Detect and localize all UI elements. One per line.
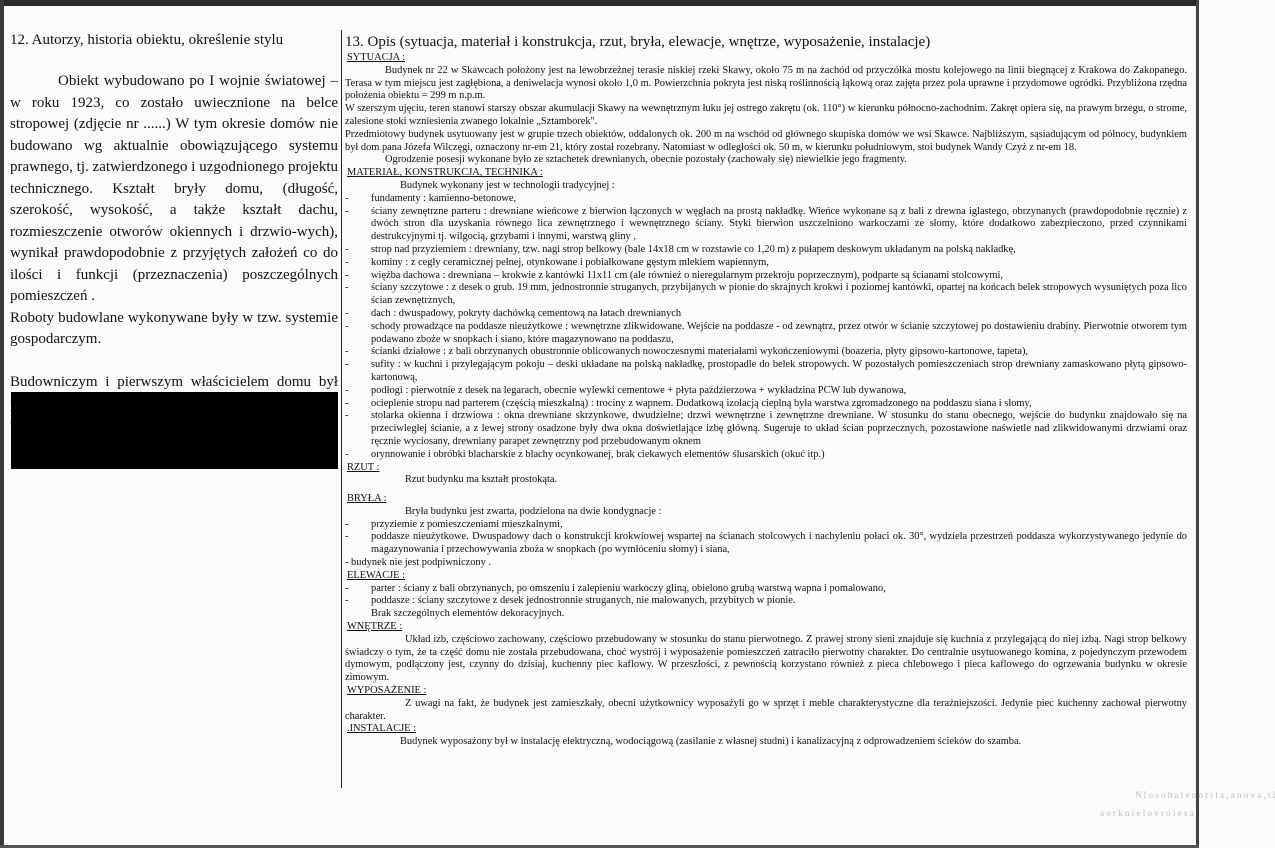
- bleed-through-text-2: a o r k n i e l o v r o i e s a: [1100, 808, 1194, 818]
- material-item-text: podłogi : pierwotnie z desek na legarach, obecnie wylewki cementowe + płyta paździerzowa + wykładzina PCW lub dywanowa,: [371, 384, 907, 396]
- bryla-item-text: poddasze nieużytkowe. Dwuspadowy dach o konstrukcji krokwiowej wspartej na ścianach stolcowych i nachyleniu połaci ok. 30°, wydziela przestrzeń poddasza wykorzystywanego jedynie do magazynowania i przechowywania zboża w snopkach (po wymłóceniu słomy) i siana,: [371, 531, 1187, 556]
- elewacje-item-text: parter : ściany z bali obrzynanych, po omszeniu i zalepieniu warkoczy gliną, obielono grubą warstwą wapna i pomalowano,: [371, 582, 886, 594]
- list-item: [345, 321, 1187, 347]
- list-item: [345, 282, 1187, 308]
- list-item: [345, 519, 1187, 532]
- list-dash: -: [345, 205, 349, 217]
- list-dash: -: [345, 448, 349, 460]
- history-paragraph-2: Roboty budowlane wykonywane były w tzw. systemie gospodarczym.: [10, 309, 338, 347]
- list-dash: -: [345, 307, 349, 319]
- list-dash: -: [345, 582, 349, 594]
- list-dash: -: [345, 282, 349, 294]
- list-dash: -: [345, 410, 349, 422]
- history-paragraph-1: Obiekt wybudowano po I wojnie światowej – w roku 1923, co zostało uwiecznione na belce stropowej (zdjęcie nr ......) W tym okresie domów nie budowano wg aktualnie obowiązującego systemu prawnego, tj. zatwierdzonego i uzgodnionego projektu technicznego. Kształt bryły domu, (długość, szerokość, wysokość, a także kształt dachu, rozmieszczenie otworów okiennych i drzwio-wych), wynikał prawdopodobnie z przyjętych założeń co do ilości i funkcji (przeznaczenia) poszczególnych pomieszczeń .: [10, 73, 338, 304]
- left-heading: 12. Autorzy, historia obiektu, określenie stylu: [10, 32, 284, 48]
- section-heading-wyposazenie: WYPOSAŻENIE :: [347, 685, 427, 697]
- list-dash: -: [345, 531, 349, 543]
- scan-border-top: [0, 0, 1199, 6]
- material-intro: Budynek wykonany jest w technologii tradycyjnej :: [400, 179, 615, 191]
- material-item-text: orynnowanie i obróbki blacharskie z blachy ocynkowanej, brak ciekawych elementów ślusarskich (okuć itp.): [371, 448, 825, 460]
- material-item-text: ściany szczytowe : z desek o grub. 19 mm, jednostronnie struganych, przybijanych w pionie do skrajnych krokwi i poziomej kantówki, opartej na końcach belek stropowych wysuniętych poza lico ścian zewnętrznych,: [371, 282, 1187, 307]
- history-paragraph-3: Budowniczym i pierwszym właścicielem domu był: [10, 374, 338, 390]
- list-dash: -: [345, 346, 349, 358]
- bryla-intro: Bryła budynku jest zwarta, podzielona na dwie kondygnacje :: [405, 505, 662, 517]
- list-item: [345, 193, 1187, 206]
- sytuacja-paragraph-3: Przedmiotowy budynek usytuowany jest w grupie trzech obiektów, oddalonych ok. 200 m na wschód od głównego skupiska domów we wsi Skawce. Najbliższym, sąsiadującym od północy, budynkiem był dom pana Józefa Wilczęgi, oznaczony nr-em 21, który został rozebrany. Natomiast w odległości ok. 50 m, w kierunku południowym, stoi budynek Wandy Czyż z nr-em 18.: [345, 128, 1187, 153]
- right-heading: 13. Opis (sytuacja, materiał i konstrukcja, rzut, bryła, elewacje, wnętrze, wyposażenie, instalacje): [345, 34, 931, 50]
- material-item-text: schody prowadzące na poddasze nieużytkowe : wewnętrzne zlikwidowane. Wejście na poddasze - od zewnątrz, przez otwór w ścianie szczytowej po dostawieniu drabiny. Pierwotnie otworem tym podawano zboże w snopkach i siano, które magazynowano na poddaszu,: [371, 320, 1187, 345]
- list-item: [345, 244, 1187, 257]
- list-dash: -: [345, 595, 349, 607]
- list-item: [345, 257, 1187, 270]
- list-dash: -: [345, 269, 349, 281]
- list-dash: -: [345, 359, 349, 371]
- left-column: [10, 32, 338, 437]
- list-item: [345, 398, 1187, 411]
- instalacje-paragraph: Budynek wyposażony był w instalację elektryczną, wodociągową (zasilanie z własnej studni) i kanalizacyjną z odprowadzeniem ścieków do szamba.: [400, 736, 1022, 748]
- list-item: [345, 308, 1187, 321]
- list-dash: -: [345, 243, 349, 255]
- material-item-text: stolarka okienna i drzwiowa : okna drewniane skrzynkowe, dwudzielne; drzwi wewnętrzne i zewnętrzne drewniane. W stosunku do stanu obecnego, wejście do budynku znajdowało się na przeciwległej ścianie, a z lewej strony osadzone były dwa okna doświetlające izbę główną. Sugeruje to układ ścian poprzecznych, pozostawione naświetle nad zlikwidowanymi drzwiami oraz ręcznie wyciosany, drewniany parapet zewnętrzny pod przebudowanym oknem: [371, 410, 1187, 447]
- section-heading-sytuacja: SYTUACJA :: [347, 52, 406, 63]
- list-item: [345, 531, 1187, 557]
- section-heading-bryla: BRYŁA :: [347, 493, 387, 505]
- scan-border-left: [0, 0, 4, 848]
- material-item-text: ścianki działowe : z bali obrzynanych obustronnie oblicowanych nowoczesnymi materiałami wykończeniowymi (boazeria, płyty gipsowo-kartonowe, tapeta),: [371, 346, 1028, 358]
- list-item: [345, 595, 1187, 608]
- right-column: [345, 34, 1187, 749]
- list-dash: -: [345, 518, 349, 530]
- section-heading-rzut: RZUT :: [347, 461, 380, 473]
- list-dash: -: [345, 397, 349, 409]
- list-dash: -: [345, 256, 349, 268]
- list-item: [345, 449, 1187, 462]
- material-item-text: strop nad przyziemiem : drewniany, tzw. nagi strop belkowy (bale 14x18 cm w rozstawie co 1,20 m) z pułapem deskowym układanym na polską nakładkę,: [371, 243, 1016, 255]
- list-dash: -: [345, 320, 349, 332]
- list-item: [345, 346, 1187, 359]
- bryla-last-item: - budynek nie jest podpiwniczony .: [345, 557, 492, 569]
- material-item-text: ściany zewnętrzne parteru : drewniane wieńcowe z bierwion łączonych w węgłach na prostą nakładkę. Wieńce wykonane są z bali z drewna iglastego, obrzynanych (prawdopodobnie ręcznie) z dwóch stron dla uzyskania równego lica zewnętrznego i wewnętrznego ściany. Styki bierwion uszczelniono warkoczami ze słomy, które dodatkowo zabezpieczono, przed czynnikami destrukcyjnymi tj. wilgocią, grzybami i innymi, warstwą gliny ,: [371, 205, 1187, 243]
- scan-border-right: [1196, 0, 1199, 848]
- list-item: [345, 270, 1187, 283]
- sytuacja-paragraph-2: W szerszym ujęciu, teren stanowi starszy obszar akumulacji Skawy na wewnętrznym łuku jej ostrego zakrętu (ok. 110°) w kierunku północno-zachodnim. Zakręt opiera się, na prawym brzegu, o strome, zalesione stoki wzniesienia zwanego lokalnie „Sztamborek".: [345, 103, 1187, 127]
- material-item-text: dach : dwuspadowy, pokryty dachówką cementową na łatach drewnianych: [371, 307, 682, 319]
- list-item: [345, 206, 1187, 244]
- material-item-text: kominy : z cegły ceramicznej pełnej, otynkowane i pobiałkowane gęstym mlekiem wapiennym,: [371, 256, 769, 268]
- bryla-item-text: przyziemie z pomieszczeniami mieszkalnymi,: [371, 518, 563, 530]
- section-heading-wnetrze: WNĘTRZE :: [347, 621, 403, 633]
- material-item-text: więźba dachowa : drewniana – krokwie z kantówki 11x11 cm (ale również o nieregularnym przekroju poprzecznym), podparte są ścianami stolcowymi,: [371, 269, 1003, 281]
- material-item-text: ocieplenie stropu nad parterem (częścią mieszkalną) : trociny z wapnem. Dodatkową izolacją cieplną była warstwa zgromadzonego na poddaszu siana i słomy,: [371, 397, 1032, 409]
- sytuacja-paragraph-1: Budynek nr 22 w Skawcach położony jest na lewobrzeżnej terasie niskiej rzeki Skawy, około 75 m na zachód od przyczółka mostu kolejowego na linii biegnącej z Krakowa do Zakopanego. Terasa w tym miejscu jest zagłębiona, a deniwelacja wynosi około 1,0 m. Powierzchnia pokryta jest niską roślinnością łąkową oraz zajęta przez pola uprawne i przydomowe ogródki. Przybliżona rzędna położenia obiektu = 299 m n.p.m.: [345, 64, 1187, 102]
- section-heading-material: MATERIAŁ, KONSTRUKCJA, TECHNIKA :: [347, 167, 543, 179]
- section-heading-instalacje: .INSTALACJE :: [347, 723, 417, 735]
- bleed-through-text-1: N l o s o b a l e n o r i l a , a n o v a , t l: [1135, 790, 1275, 800]
- elewacje-item-text: poddasze : ściany szczytowe z desek jednostronnie struganych, nie malowanych, przybitych w pionie.: [371, 595, 796, 607]
- elewacje-note: Brak szczególnych elementów dekoracyjnych.: [371, 608, 565, 620]
- list-item: [345, 410, 1187, 448]
- wnetrze-paragraph: Układ izb, częściowo zachowany, częściowo przebudowany w stosunku do stanu pierwotnego. Z prawej strony sieni znajduje się kuchnia z przylegającą do niej izbą. Nagi strop belkowy świadczy o tym, że ta część domu nie została przebudowana, choć wystrój i wyposażenie pomieszczeń zatraciło pierwotny charakter. Do centralnie usytuowanego komina, z pojedynczym przewodem dymowym, podłączony jest, czynny do dzisiaj, kuchenny piec kaflowy. W przeszłości, z pewnością korzystano również z pieca chlebowego i pieca kaflowego do ogrzewania budynku w okresie zimowym.: [345, 633, 1187, 684]
- list-dash: -: [345, 192, 349, 204]
- material-item-text: sufity : w kuchni i przylegającym pokoju – deski układane na polską nakładkę, prostopadle do belek stropowych. W pozostałych pomieszczeniach strop drewniany zamaskowano płytą gipsowo-kartonową,: [371, 359, 1187, 383]
- list-item: [345, 583, 1187, 596]
- list-item: [345, 385, 1187, 398]
- wyposazenie-paragraph: Z uwagi na fakt, że budynek jest zamieszkały, obecni użytkownicy wyposażyli go w sprzęt i meble charakterystyczne dla teraźniejszości. Jedynie piec kuchenny zachował pierwotny charakter.: [345, 697, 1187, 722]
- redacted-block: [11, 392, 338, 469]
- list-item: [345, 359, 1187, 385]
- sytuacja-paragraph-4: Ogrodzenie posesji wykonane było ze sztachetek drewnianych, obecnie pozostały (zachowały się) niewielkie jego fragmenty.: [385, 154, 907, 166]
- column-divider: [341, 30, 342, 788]
- section-heading-elewacje: ELEWACJE :: [347, 569, 406, 581]
- rzut-paragraph: Rzut budynku ma kształt prostokąta.: [405, 474, 558, 486]
- material-item-text: fundamenty : kamienno-betonowe,: [371, 192, 517, 204]
- list-dash: -: [345, 384, 349, 396]
